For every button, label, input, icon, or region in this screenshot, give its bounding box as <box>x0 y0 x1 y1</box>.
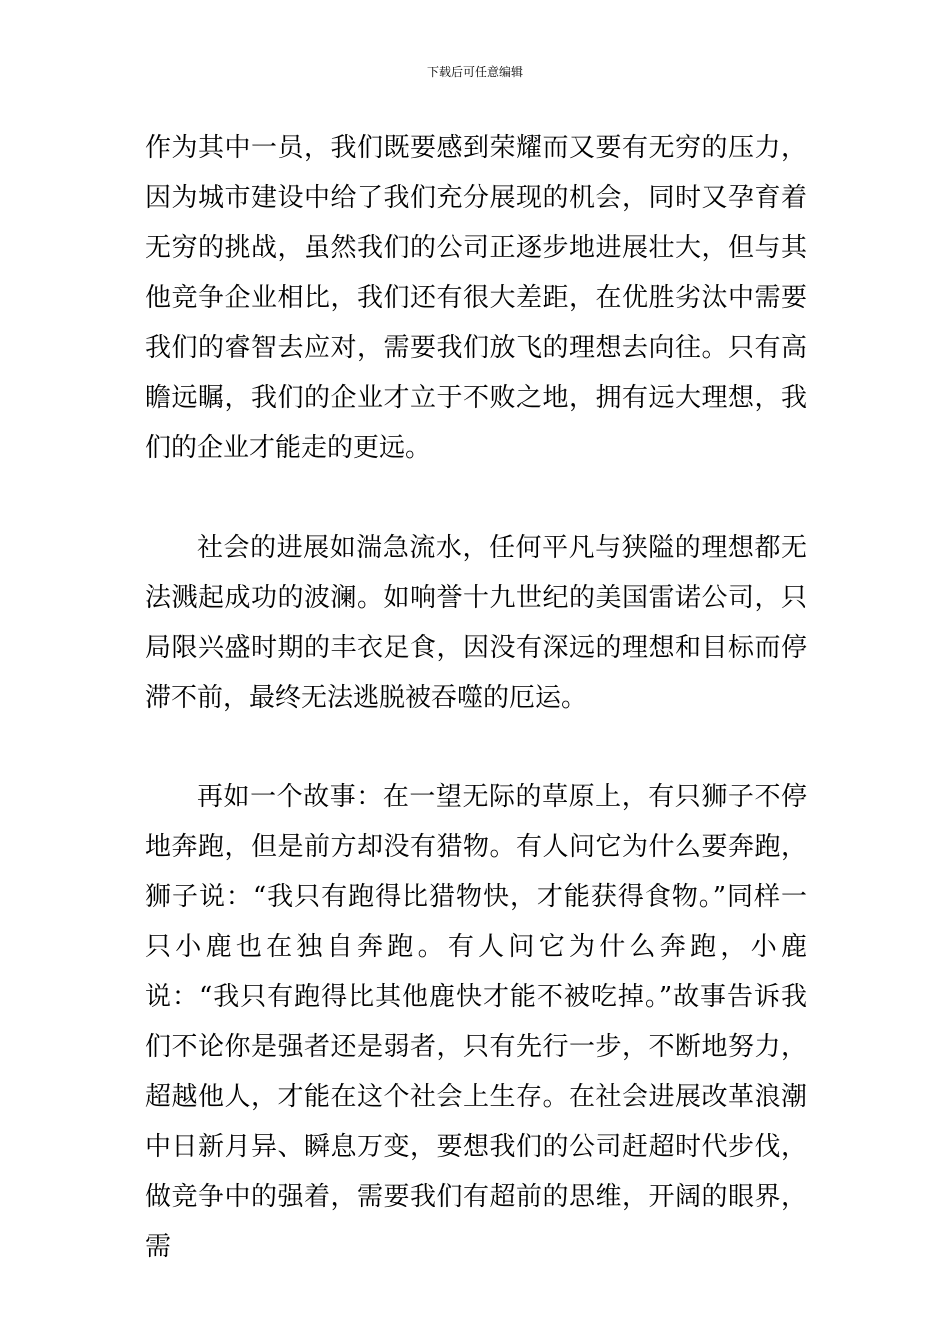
paragraph-3: 再如一个故事：在一望无际的草原上，有只狮子不停地奔跑，但是前方却没有猎物。有人问它为什么要奔跑，狮子说：“我只有跑得比猎物快，才能获得食物。”同样一只小鹿也在独自奔跑。有人问它为什么奔跑，小鹿说：“我只有跑得比其他鹿快才能不被吃掉。”故事告诉我们不论你是强者还是弱者，只有先行一步，不断地努力，超越他人，才能在这个社会上生存。在社会进展改革浪潮中日新月异、瞬息万变，要想我们的公司赶超时代步伐，做竞争中的强着，需要我们有超前的思维，开阔的眼界，需 <box>145 782 807 1262</box>
paragraph-1: 作为其中一员，我们既要感到荣耀而又要有无穷的压力，因为城市建设中给了我们充分展现的机会，同时又孕育着无穷的挑战，虽然我们的公司正逐步地进展壮大，但与其他竞争企业相比，我们还有很大差距，在优胜劣汰中需要我们的睿智去应对，需要我们放飞的理想去向往。只有高瞻远瞩，我们的企业才立于不败之地，拥有远大理想，我们的企业才能走的更远。 <box>145 133 807 463</box>
header-note: 下载后可任意编辑 <box>426 65 523 79</box>
paragraph-2: 社会的进展如湍急流水，任何平凡与狭隘的理想都无法溅起成功的波澜。如响誉十九世纪的美国雷诺公司，只局限兴盛时期的丰衣足食，因没有深远的理想和目标而停滞不前，最终无法逃脱被吞噬的厄运。 <box>145 533 807 713</box>
